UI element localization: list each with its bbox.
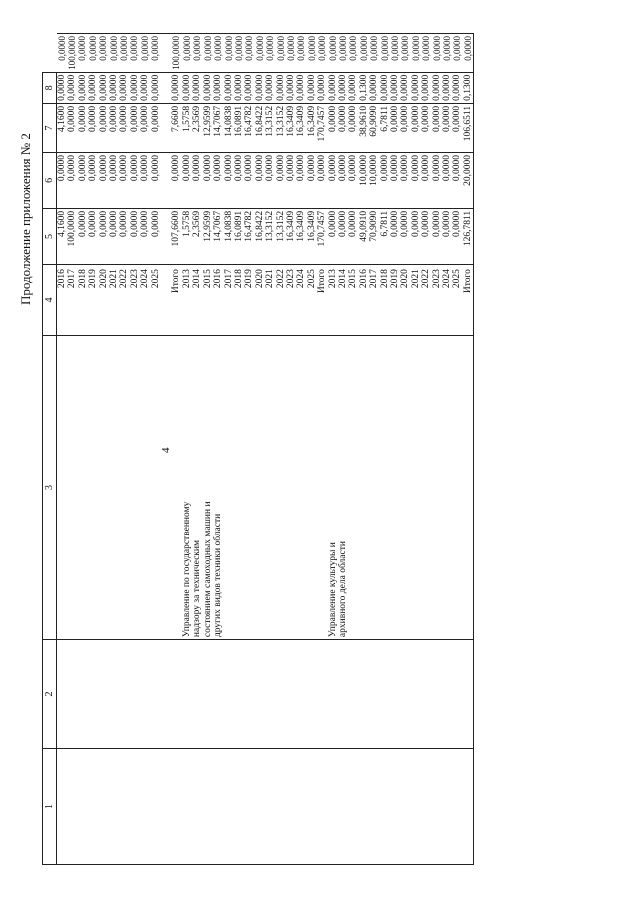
table-row: [57, 34, 182, 865]
value-cell-5: 0,0000 0,0000 0,0000 0,0000 0,0000 0,0000 0,0000 0,0000 0,0000 0,0000 0,0000: [57, 153, 182, 209]
value-cell-8: 0,0000 100,0000 0,0000 0,0000 0,0000 0,0000 0,0000 0,0000 0,0000 0,0000 100,0000: [57, 34, 182, 73]
cell-col1: [57, 748, 182, 864]
column-header-5: 5: [43, 208, 57, 264]
column-header-3: 3: [43, 335, 57, 639]
value-cell-7: 0,0000 0,0000 0,0000 0,1300 0,0000 0,0000 0,0000 0,0000 0,0000 0,0000 0,0000 0,0000 0,0000 0,1300: [328, 72, 474, 103]
column-header-1: 1: [43, 748, 57, 864]
cell-col1: [328, 748, 474, 864]
value-cell-6: 0,0000 0,0000 0,0000 38,9610 60,9090 6,7811 0,0000 0,0000 0,0000 0,0000 0,0000 0,0000 0,0000 106,6511: [328, 103, 474, 152]
value-cell-5: 0,0000 0,0000 0,0000 0,0000 0,0000 0,0000 0,0000 0,0000 0,0000 0,0000 0,0000 0,0000 0,0000 0,0000: [182, 153, 328, 209]
appendix-table: [42, 33, 474, 865]
cell-col2: [182, 640, 328, 749]
column-header-8: 8: [43, 72, 57, 103]
value-cell-4: 1,5758 2,3569 12,9599 14,7067 14,0838 16,0891 16,4782 16,8422 13,3152 13,3152 16,3409 16,3409 16,3409 170,7457: [182, 208, 328, 264]
page-number: 4: [160, 447, 172, 453]
column-number-row: [43, 34, 57, 865]
column-header-2: 2: [43, 640, 57, 749]
table-row: [182, 34, 328, 865]
column-header-7: 7: [43, 103, 57, 152]
value-cell-7: 0,0000 0,0000 0,0000 0,0000 0,0000 0,0000 0,0000 0,0000 0,0000 0,0000 0,0000: [57, 72, 182, 103]
value-cell-6: 4,1600 0,0000 0,0000 0,0000 0,0000 0,0000 0,0000 0,0000 0,0000 0,0000 7,6600: [57, 103, 182, 152]
organization-cell: Управление по государственному надзору за техническим состоянием самоходных машин и других видов техники области: [182, 335, 328, 639]
column-header-6: 6: [43, 153, 57, 209]
years-cell: 2013 2014 2015 2016 2017 2018 2019 2020 2021 2022 2023 2024 2025 Итого: [182, 265, 328, 336]
value-cell-4: 4,1600 100,0000 0,0000 0,0000 0,0000 0,0000 0,0000 0,0000 0,0000 0,0000 107,6600: [57, 208, 182, 264]
value-cell-8: 0,0000 0,0000 0,0000 0,0000 0,0000 0,0000 0,0000 0,0000 0,0000 0,0000 0,0000 0,0000 0,0000 0,0000: [182, 34, 328, 73]
column-header-4: 4: [43, 265, 57, 336]
value-cell-5: 0,0000 0,0000 0,0000 10,0000 10,0000 0,0000 0,0000 0,0000 0,0000 0,0000 0,0000 0,0000 0,0000 20,0000: [328, 153, 474, 209]
years-cell: 2013 2014 2015 2016 2017 2018 2019 2020 2021 2022 2023 2024 2025 Итого: [328, 265, 474, 336]
value-cell-7: 0,0000 0,0000 0,0000 0,0000 0,0000 0,0000 0,0000 0,0000 0,0000 0,0000 0,0000 0,0000 0,0000 0,0000: [182, 72, 328, 103]
cell-col2: [57, 640, 182, 749]
cell-col2: [328, 640, 474, 749]
table-row: [328, 34, 474, 865]
years-cell: 2016 2017 2018 2019 2020 2021 2022 2023 2024 2025 Итого: [57, 265, 182, 336]
organization-cell: Управление культуры и архивного дела области: [328, 335, 474, 639]
value-cell-6: 1,5758 2,3569 12,9599 14,7067 14,0838 16,0891 16,4782 16,8422 13,3152 13,3152 16,3409 16,3409 16,3409 170,7457: [182, 103, 328, 152]
appendix-continuation-title: Продолжение приложения № 2: [18, 133, 33, 305]
organization-cell: [57, 335, 182, 639]
value-cell-4: 0,0000 0,0000 0,0000 49,0910 70,9090 6,7811 0,0000 0,0000 0,0000 0,0000 0,0000 0,0000 0,0000 126,7811: [328, 208, 474, 264]
cell-col1: [182, 748, 328, 864]
value-cell-8: 0,0000 0,0000 0,0000 0,0000 0,0000 0,0000 0,0000 0,0000 0,0000 0,0000 0,0000 0,0000 0,0000 0,0000: [328, 34, 474, 73]
